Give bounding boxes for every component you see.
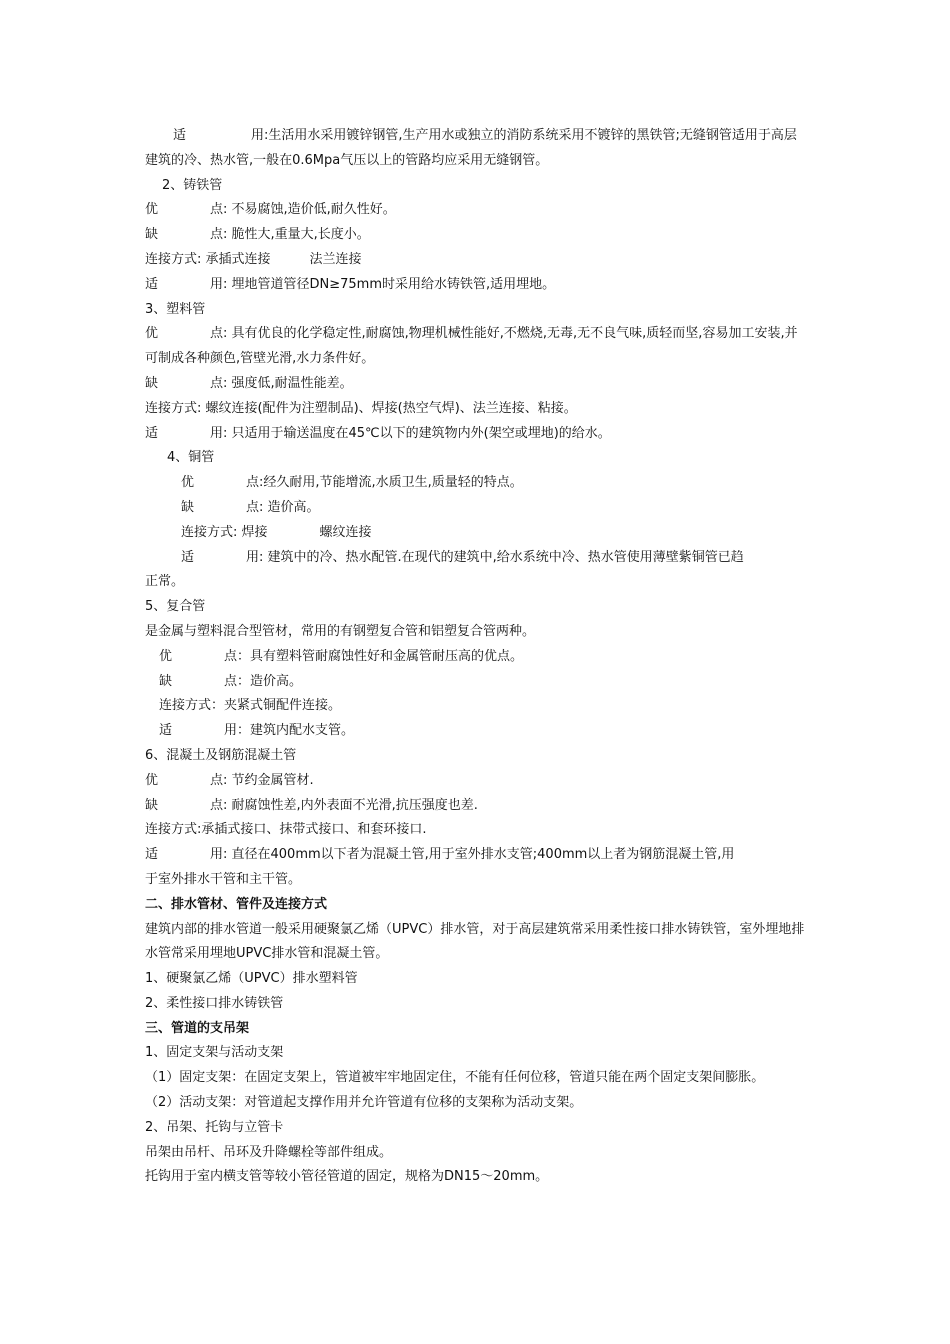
composite-usage: 适 用：建筑内配水支管。 (159, 723, 355, 739)
copper-usage-continued: 正常。 (145, 574, 185, 590)
composite-intro: 是金属与塑料混合型管材，常用的有钢塑复合管和铝塑复合管两种。 (145, 623, 536, 639)
concrete-usage-continued: 于室外排水干管和主干管。 (145, 871, 302, 887)
steel-pipe-usage (145, 124, 805, 174)
heading-copper-pipe: 4、铜管 (167, 450, 215, 466)
plastic-disadvantage: 缺 点: 强度低,耐温性能差。 (145, 375, 353, 391)
composite-advantage: 优 点：具有塑料管耐腐蚀性好和金属管耐压高的优点。 (159, 648, 524, 664)
copper-usage: 适 用: 建筑中的冷、热水配管.在现代的建筑中,给水系统中冷、热水管使用薄壁紫铜管已趋 (181, 549, 744, 565)
document-body (145, 124, 805, 1190)
concrete-advantage: 优 点: 节约金属管材. (145, 772, 314, 788)
heading-composite-pipe: 5、复合管 (145, 599, 206, 615)
heading-drainage-pipes: 二、排水管材、管件及连接方式 (145, 896, 328, 912)
concrete-disadvantage: 缺 点: 耐腐蚀性差,内外表面不光滑,抗压强度也差. (145, 797, 478, 813)
drainage-item-cast-iron: 2、柔性接口排水铸铁管 (145, 995, 284, 1011)
plastic-connection: 连接方式: 螺纹连接(配件为注塑制品)、焊接(热空气焊)、法兰连接、粘接。 (145, 400, 577, 416)
copper-connection: 连接方式: 焊接 螺纹连接 (181, 524, 372, 540)
concrete-usage: 适 用: 直径在400mm以下者为混凝土管,用于室外排水支管;400mm以上者为钢筋混凝土管,用 (145, 847, 735, 863)
composite-disadvantage: 缺 点：造价高。 (159, 673, 303, 689)
heading-plastic-pipe: 3、塑料管 (145, 301, 206, 317)
drainage-intro: 建筑内部的排水管道一般采用硬聚氯乙烯（UPVC）排水管，对于高层建筑常采用柔性接口排水铸铁管，室外埋地排水管常采用埋地UPVC排水管和混凝土管。 (145, 921, 805, 962)
copper-disadvantage: 缺 点: 造价高。 (181, 499, 320, 515)
cast-iron-advantage: 优 点: 不易腐蚀,造价低,耐久性好。 (145, 202, 396, 218)
usage-label: 适 用: (173, 128, 269, 143)
heading-pipe-supports: 三、管道的支吊架 (145, 1020, 250, 1036)
cast-iron-usage: 适 用: 埋地管道管径DN≥75mm时采用给水铸铁管,适用埋地。 (145, 276, 556, 292)
hanger-text: 吊架由吊杆、吊环及升降螺栓等部件组成。 (145, 1144, 393, 1160)
plastic-advantage: 优 点: 具有优良的化学稳定性,耐腐蚀,物理机械性能好,不燃烧,无毒,无不良气味,质轻而坚,容易加工安装,并可制成各种颜色,管壁光滑,水力条件好。 (145, 326, 798, 367)
usage-text: 生活用水采用镀锌钢管,生产用水或独立的消防系统采用不镀锌的黑铁管;无缝钢管适用于高层建筑的冷、热水管,一般在0.6Mpa气压以上的管路均应采用无缝钢管。 (145, 128, 797, 168)
cast-iron-disadvantage: 缺 点: 脆性大,重量大,长度小。 (145, 227, 370, 243)
cast-iron-connection: 连接方式: 承插式连接 法兰连接 (145, 251, 362, 267)
composite-connection: 连接方式：夹紧式铜配件连接。 (159, 698, 342, 714)
plastic-usage: 适 用: 只适用于输送温度在45℃以下的建筑物内外(架空或埋地)的给水。 (145, 425, 611, 441)
support-movable-text: （2）活动支架：对管道起支撑作用并允许管道有位移的支架称为活动支架。 (145, 1095, 583, 1111)
heading-concrete-pipe: 6、混凝土及钢筋混凝土管 (145, 747, 297, 763)
copper-advantage: 优 点:经久耐用,节能增流,水质卫生,质量轻的特点。 (181, 475, 523, 491)
support-subheading-fixed-movable: 1、固定支架与活动支架 (145, 1045, 284, 1061)
hook-text: 托钩用于室内横支管等较小管径管道的固定，规格为DN15～20mm。 (145, 1169, 549, 1185)
drainage-item-upvc: 1、硬聚氯乙烯（UPVC）排水塑料管 (145, 971, 358, 987)
concrete-connection: 连接方式:承插式接口、抹带式接口、和套环接口. (145, 822, 427, 838)
heading-cast-iron-pipe: 2、铸铁管 (162, 177, 223, 193)
support-fixed-text: （1）固定支架：在固定支架上，管道被牢牢地固定住，不能有任何位移，管道只能在两个固定支架间膨胀。 (145, 1070, 765, 1086)
support-subheading-hangers: 2、吊架、托钩与立管卡 (145, 1119, 284, 1135)
